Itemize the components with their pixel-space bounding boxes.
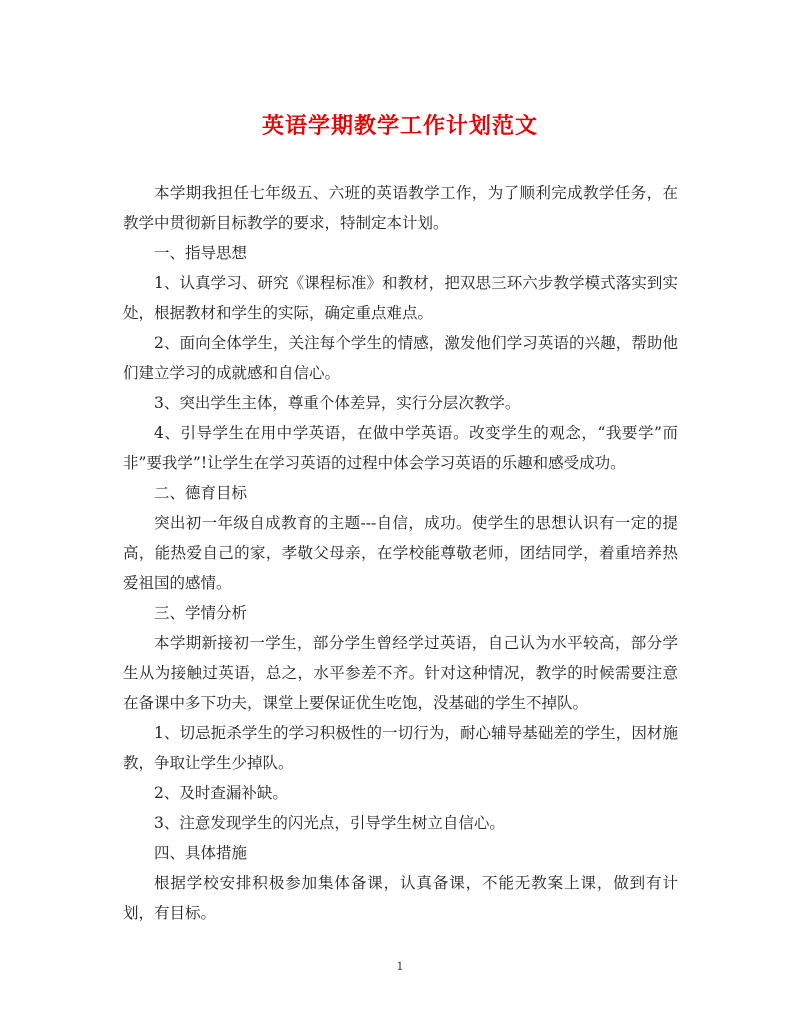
page-number: 1 [396,960,404,973]
guiding-item-2: 2、面向全体学生，关注每个学生的情感，激发他们学习英语的兴趣，帮助他们建立学习的成就感和自信心。 [123,334,678,382]
section-heading-guiding-ideology: 一、指导思想 [154,244,248,262]
analysis-item-3: 3、注意发现学生的闪光点，引导学生树立自信心。 [154,814,505,832]
document-body [123,178,678,928]
guiding-item-1: 1、认真学习、研究《课程标准》和教材，把双思三环六步教学模式落实到实处，根据教材和学生的实际，确定重点难点。 [123,274,678,322]
section-heading-measures: 四、具体措施 [154,844,248,862]
guiding-item-4: 4、引导学生在用中学英语，在做中学英语。改变学生的观念，“我要学”而非”要我学”!让学生在学习英语的过程中体会学习英语的乐趣和感受成功。 [123,424,678,472]
measures-paragraph: 根据学校安排积极参加集体备课，认真备课，不能无教案上课，做到有计划，有目标。 [123,874,678,922]
analysis-item-2: 2、及时查漏补缺。 [154,784,288,802]
moral-goals-paragraph: 突出初一年级自成教育的主题---自信，成功。使学生的思想认识有一定的提高，能热爱自己的家，孝敬父母亲，在学校能尊敬老师，团结同学，着重培养热爱祖国的感情。 [123,514,678,592]
document-title: 英语学期教学工作计划范文 [261,113,538,139]
guiding-item-3: 3、突出学生主体，尊重个体差异，实行分层次教学。 [154,394,521,412]
student-analysis-paragraph: 本学期新接初一学生，部分学生曾经学过英语，自己认为水平较高，部分学生从为接触过英语，总之，水平参差不齐。针对这种情况，教学的时候需要注意在备课中多下功夫，课堂上要保证优生吃饱，没基础的学生不掉队。 [123,634,678,712]
section-heading-moral-goals: 二、德育目标 [154,484,248,502]
analysis-item-1: 1、切忌扼杀学生的学习积极性的一切行为，耐心辅导基础差的学生，因材施教，争取让学生少掉队。 [123,724,678,772]
section-heading-student-analysis: 三、学情分析 [154,604,248,622]
intro-paragraph: 本学期我担任七年级五、六班的英语教学工作，为了顺利完成教学任务，在教学中贯彻新目标教学的要求，特制定本计划。 [123,184,678,232]
